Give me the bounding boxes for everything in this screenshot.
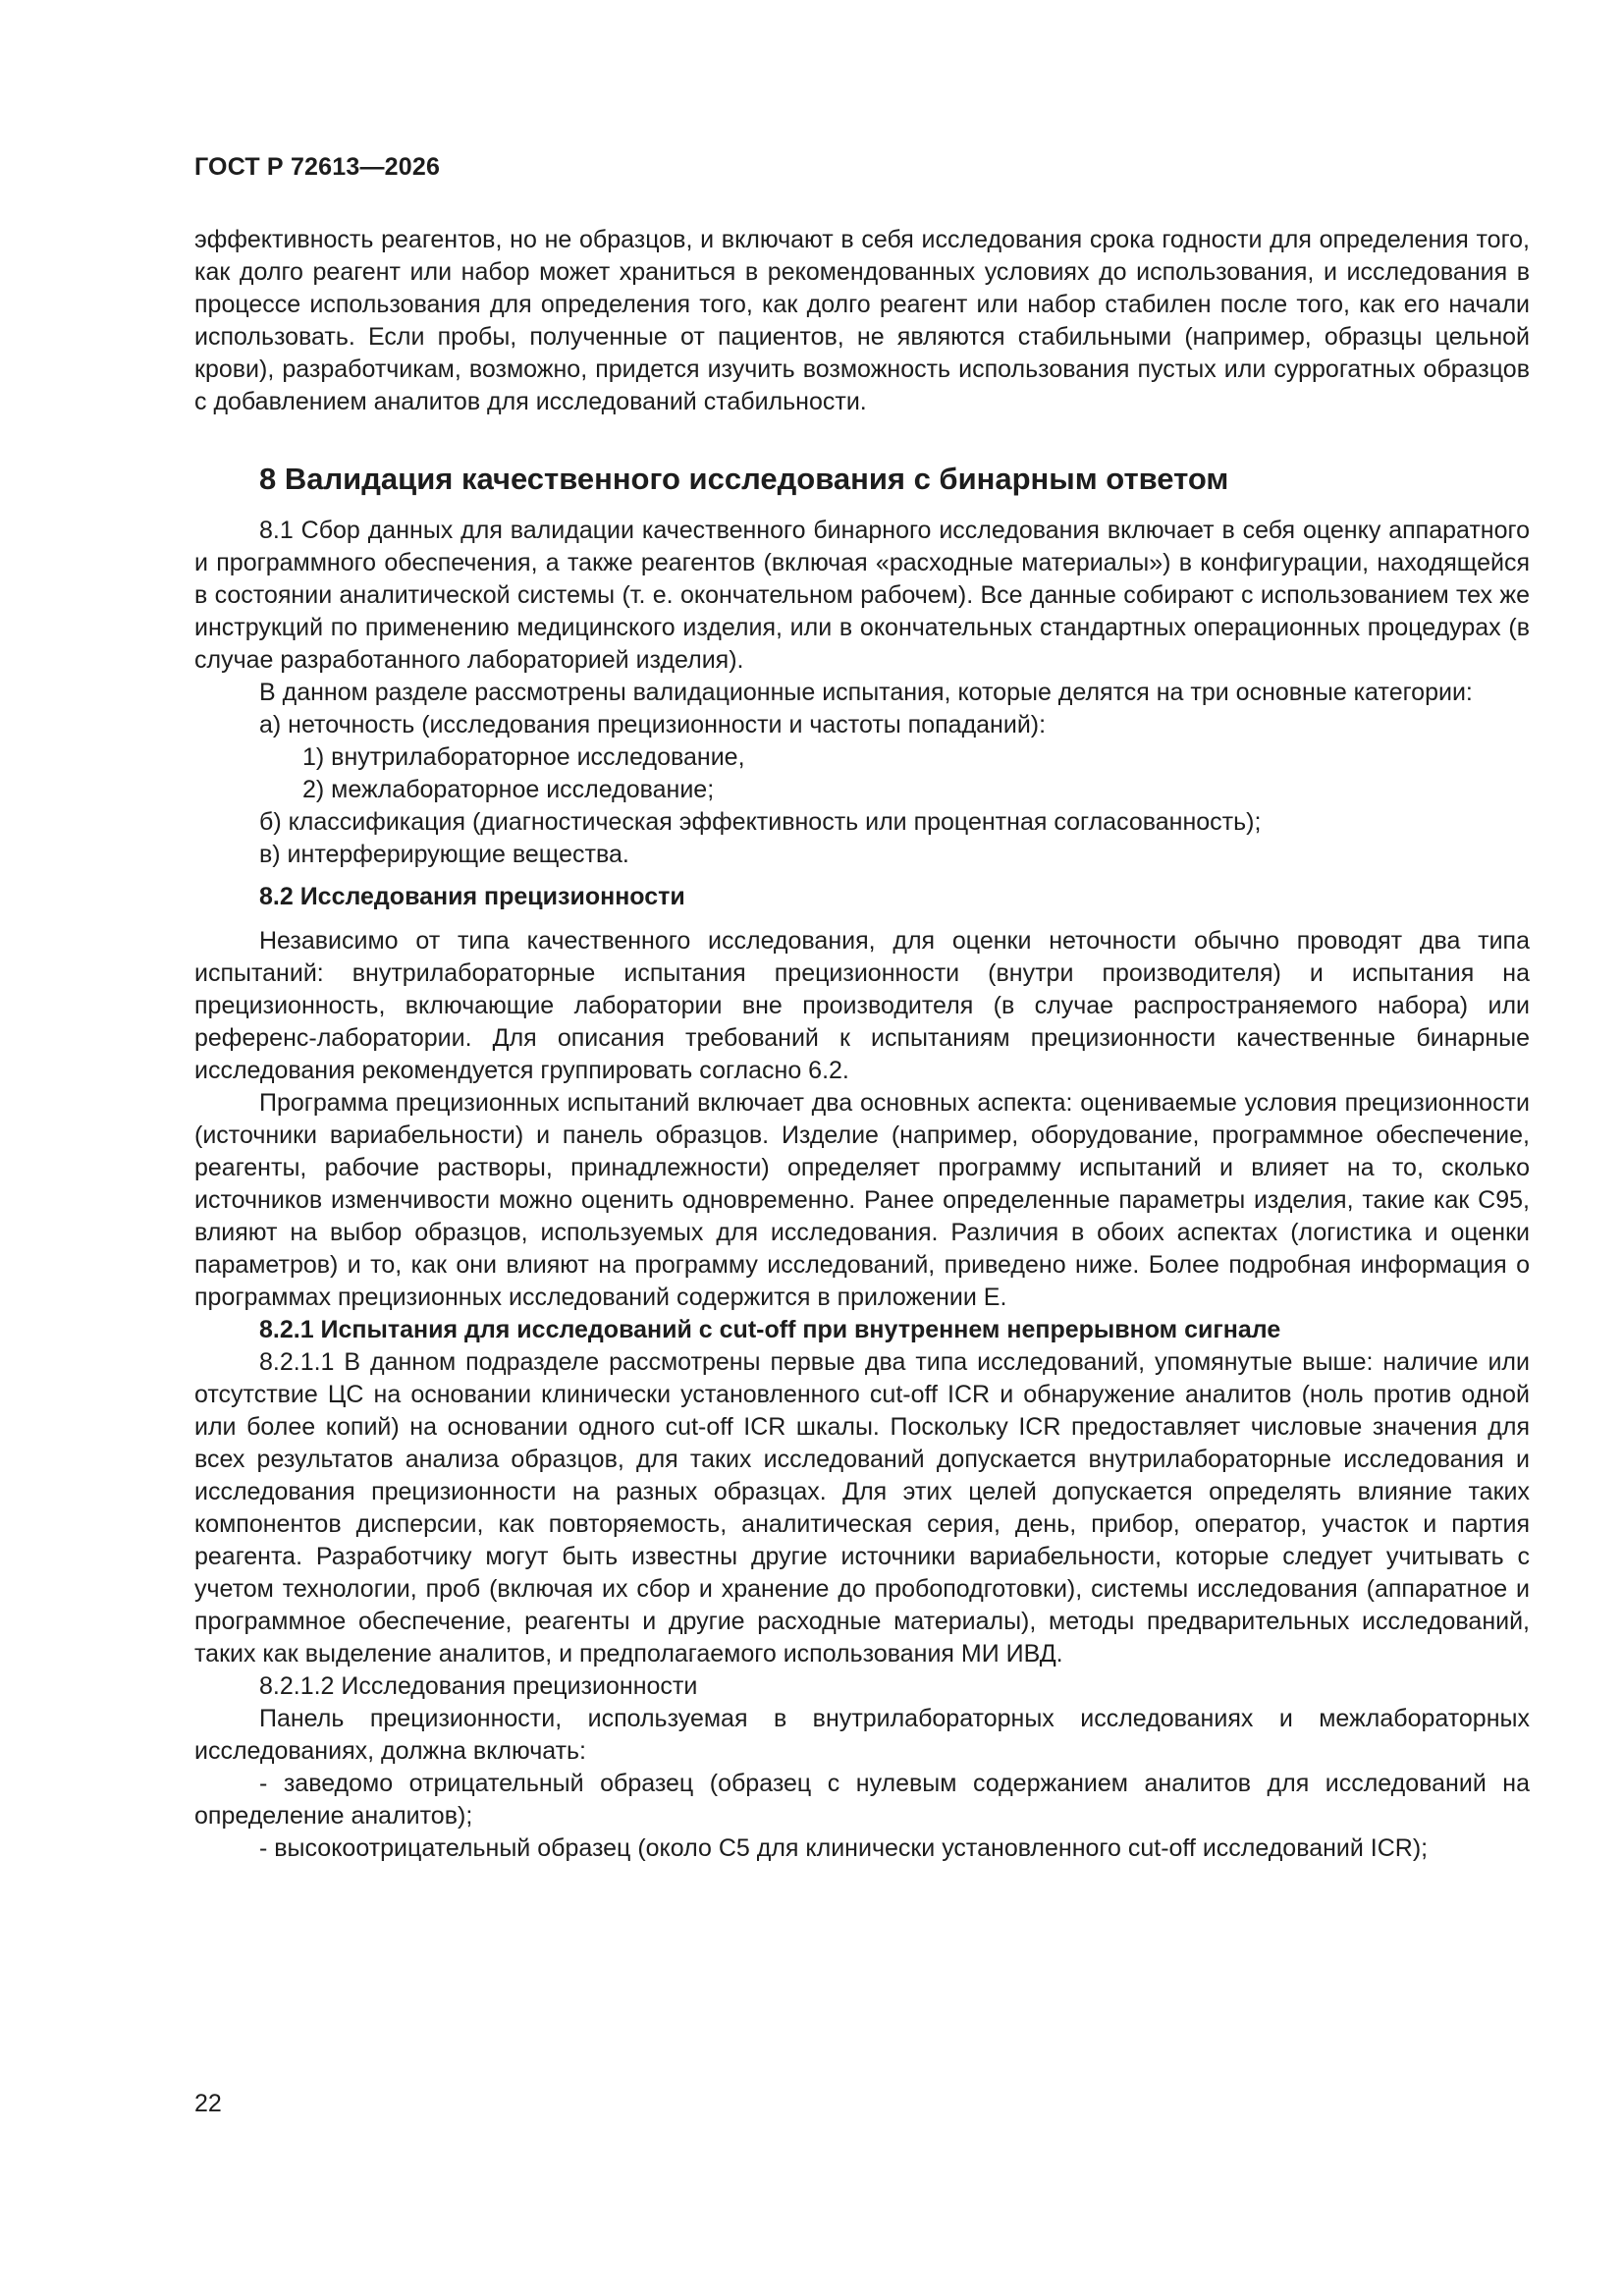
paragraph-8-1-categories: В данном разделе рассмотрены валидационные испытания, которые делятся на три основные категории: [259,679,1473,706]
paragraph-8-2-1-2: Панель прецизионности, используемая в внутрилабораторных исследованиях и межлабораторных исследованиях, должна включать: [194,1705,1530,1765]
document-body [194,224,1530,1865]
paragraph-8-2-1-1: 8.2.1.1 В данном подразделе рассмотрены первые два типа исследований, упомянутые выше: наличие или отсутствие ЦС на основании клинически установленного cut-off ICR и обнаружение аналитов (ноль против одной или более копий) на основании одного cut-off ICR шкалы. Поскольку ICR предоставляет числовые значения для всех результатов анализа образцов, для таких исследований допускается внутрилабораторные исследования и исследования прецизионности на разных образцах. Для этих целей допускается определять влияние таких компонентов дисперсии, как повторяемость, аналитическая серия, день, прибор, оператор, участок и партия реагента. Разработчику могут быть известны другие источники вариабельности, которые следует учитывать с учетом технологии, проб (включая их сбор и хранение до пробоподготовки), системы исследования (аппаратное и программное обеспечение, реагенты и другие расходные материалы), методы предварительных исследований, таких как выделение аналитов, и предполагаемого использования МИ ИВД. [194,1348,1530,1667]
list-item-b: б) классификация (диагностическая эффективность или процентная согласованность); [259,808,1262,836]
paragraph-8-2-a: Независимо от типа качественного исследования, для оценки неточности обычно проводят два типа испытаний: внутрилабораторные испытания прецизионности (внутри производителя) и испытания на прецизионность, включающие лаборатории вне производителя (в случае распространяемого набора) или референс-лаборатории. Для описания требований к испытаниям прецизионности качественные бинарные исследования рекомендуется группировать согласно 6.2. [194,927,1530,1084]
paragraph-8-1: 8.1 Сбор данных для валидации качественного бинарного исследования включает в себя оценку аппаратного и программного обеспечения, а также реагентов (включая «расходные материалы») в конфигурации, находящейся в состоянии аналитической системы (т. е. окончательном рабочем). Все данные собирают с использованием тех же инструкций по применению медицинского изделия, или в окончательных стандартных операционных процедурах (в случае разработанного лабораторией изделия). [194,517,1530,674]
section-8-2-1-heading: 8.2.1 Испытания для исследований с cut-off при внутреннем непрерывном сигнале [259,1316,1281,1343]
dash-item-negative: - заведомо отрицательный образец (образец с нулевым содержанием аналитов для исследований на определение аналитов); [194,1770,1530,1830]
list-item-a: а) неточность (исследования прецизионности и частоты попаданий): [259,711,1047,738]
paragraph-8-2-b: Программа прецизионных испытаний включает два основных аспекта: оцениваемые условия прецизионности (источники вариабельности) и панель образцов. Изделие (например, оборудование, программное обеспечение, реагенты, рабочие растворы, принадлежности) определяет программу испытаний и влияет на то, сколько источников изменчивости можно оценить одновременно. Ранее определенные параметры изделия, такие как C95, влияют на выбор образцов, используемых для исследования. Различия в обоих аспектах (логистика и оценки параметров) и то, как они влияют на программу исследований, приведено ниже. Более подробная информация о программах прецизионных исследований содержится в приложении Е. [194,1089,1530,1311]
page-number: 22 [194,2090,222,2117]
standard-header: ГОСТ Р 72613—2026 [194,153,441,181]
paragraph-intro: эффективность реагентов, но не образцов, и включают в себя исследования срока годности для определения того, как долго реагент или набор может храниться в рекомендованных условиях до использования, и исследования в процессе использования для определения того, как долго реагент или набор стабилен после того, как его начали использовать. Если пробы, полученные от пациентов, не являются стабильными (например, образцы цельной крови), разработчикам, возможно, придется изучить возможность использования пустых или суррогатных образцов с добавлением аналитов для исследований стабильности. [194,226,1530,415]
list-item-a1: 1) внутрилабораторное исследование, [302,743,745,771]
list-item-a2: 2) межлабораторное исследование; [302,776,715,803]
list-item-c: в) интерферирующие вещества. [259,841,629,868]
dash-item-high-negative: - высокоотрицательный образец (около C5 для клинически установленного cut-off исследований ICR); [259,1834,1429,1862]
section-8-heading: 8 Валидация качественного исследования с бинарным ответом [259,462,1229,496]
subsection-8-2-1-2-title: 8.2.1.2 Исследования прецизионности [259,1672,698,1700]
section-8-2-heading: 8.2 Исследования прецизионности [259,883,685,910]
